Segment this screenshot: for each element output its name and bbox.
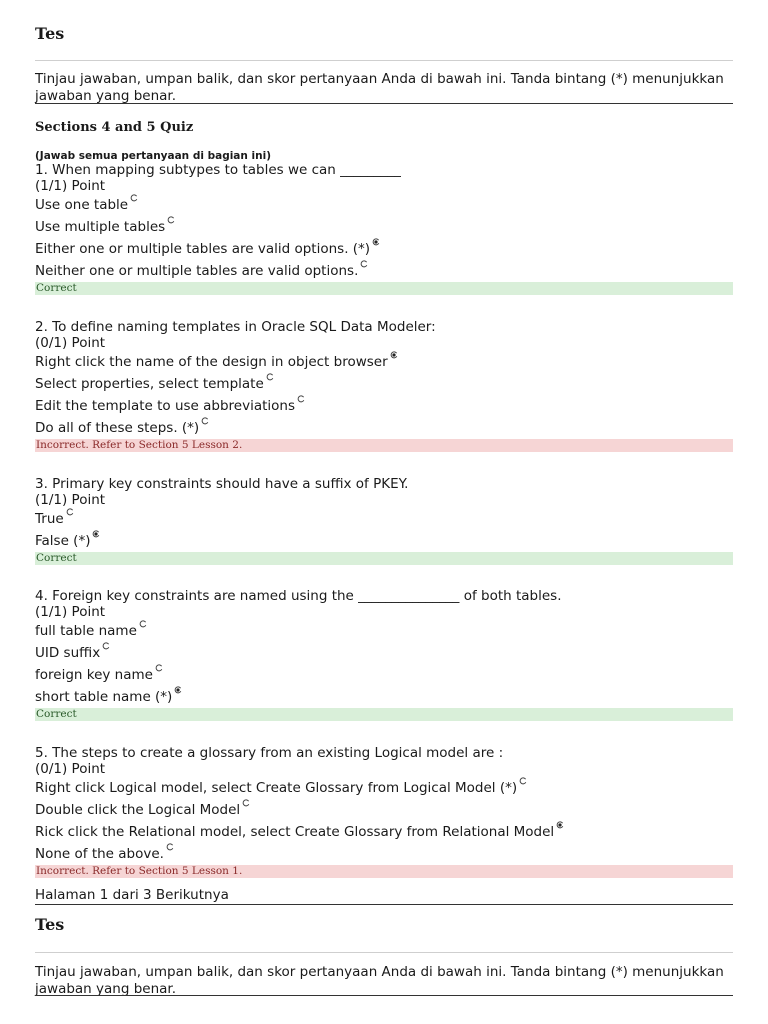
question-3 xyxy=(35,476,733,565)
question-1 xyxy=(35,162,733,295)
answer-option-label: foreign key name xyxy=(35,667,153,683)
answer-option[interactable] xyxy=(35,777,733,799)
question-text: 4. Foreign key constraints are named using the _______________ of both tables. xyxy=(35,588,562,604)
question-2 xyxy=(35,319,733,452)
answer-option[interactable] xyxy=(35,620,733,642)
answer-option[interactable] xyxy=(35,216,733,238)
answer-option-label: Rick click the Relational model, select Create Glossary from Relational Model xyxy=(35,824,555,840)
answer-option-label: Right click the name of the design in object browser xyxy=(35,354,388,370)
question-points: (1/1) Point xyxy=(35,178,106,194)
question-points: (1/1) Point xyxy=(35,492,106,508)
radio-unselected-icon[interactable] xyxy=(166,843,174,851)
answer-option-label: Use one table xyxy=(35,197,129,213)
radio-selected-icon[interactable] xyxy=(372,238,380,246)
radio-unselected-icon[interactable] xyxy=(266,373,274,381)
answer-option[interactable] xyxy=(35,373,733,395)
answer-option[interactable] xyxy=(35,260,733,282)
question-points: (0/1) Point xyxy=(35,335,106,351)
radio-unselected-icon[interactable] xyxy=(102,642,110,650)
answer-option-label: Neither one or multiple tables are valid options. xyxy=(35,263,359,279)
answer-option[interactable] xyxy=(35,530,733,552)
divider xyxy=(35,995,733,996)
radio-unselected-icon[interactable] xyxy=(66,508,74,516)
question-text: 3. Primary key constraints should have a suffix of PKEY. xyxy=(35,476,409,492)
answer-option-label: Right click Logical model, select Create Glossary from Logical Model (*) xyxy=(35,780,518,796)
answer-option-label: Edit the template to use abbreviations xyxy=(35,398,296,414)
answer-option-label: Select properties, select template xyxy=(35,376,264,392)
answer-option[interactable] xyxy=(35,821,733,843)
radio-unselected-icon[interactable] xyxy=(130,194,138,202)
answer-option-label: Do all of these steps. (*) xyxy=(35,420,200,436)
radio-selected-icon[interactable] xyxy=(92,530,100,538)
answer-option-label: None of the above. xyxy=(35,846,164,862)
feedback-correct: Correct xyxy=(35,282,733,295)
radio-selected-icon[interactable] xyxy=(556,821,564,829)
question-text: 2. To define naming templates in Oracle SQL Data Modeler: xyxy=(35,319,436,335)
divider xyxy=(35,904,733,905)
footer-title: Tes xyxy=(35,915,65,934)
radio-unselected-icon[interactable] xyxy=(519,777,527,785)
answer-option[interactable] xyxy=(35,686,733,708)
answer-option-label: short table name (*) xyxy=(35,689,173,705)
page-title: Tes xyxy=(35,24,65,43)
answer-option-label: False (*) xyxy=(35,533,91,549)
answer-option[interactable] xyxy=(35,395,733,417)
radio-selected-icon[interactable] xyxy=(174,686,182,694)
intro-text: Tinjau jawaban, umpan balik, dan skor pertanyaan Anda di bawah ini. Tanda bintang (*) menunjukkan jawaban yang benar. xyxy=(35,71,724,104)
answer-option[interactable] xyxy=(35,508,733,530)
radio-unselected-icon[interactable] xyxy=(201,417,209,425)
divider xyxy=(35,103,733,104)
radio-unselected-icon[interactable] xyxy=(167,216,175,224)
answer-option[interactable] xyxy=(35,799,733,821)
answer-option-label: True xyxy=(35,511,64,527)
answer-option[interactable] xyxy=(35,194,733,216)
footer-intro-text: Tinjau jawaban, umpan balik, dan skor pertanyaan Anda di bawah ini. Tanda bintang (*) menunjukkan jawaban yang benar. xyxy=(35,964,724,997)
question-5 xyxy=(35,745,733,878)
answer-option-label: Double click the Logical Model xyxy=(35,802,241,818)
answer-option-label: Either one or multiple tables are valid options. (*) xyxy=(35,241,371,257)
question-text: 1. When mapping subtypes to tables we can _________ xyxy=(35,162,401,178)
answer-option[interactable] xyxy=(35,417,733,439)
section-title: Sections 4 and 5 Quiz xyxy=(35,120,194,135)
feedback-correct: Correct xyxy=(35,708,733,721)
radio-unselected-icon[interactable] xyxy=(242,799,250,807)
divider xyxy=(35,60,733,61)
answer-option[interactable] xyxy=(35,843,733,865)
radio-unselected-icon[interactable] xyxy=(360,260,368,268)
question-points: (0/1) Point xyxy=(35,761,106,777)
feedback-correct: Correct xyxy=(35,552,733,565)
answer-option[interactable] xyxy=(35,642,733,664)
answer-option-label: full table name xyxy=(35,623,137,639)
answer-option[interactable] xyxy=(35,238,733,260)
feedback-incorrect: Incorrect. Refer to Section 5 Lesson 1. xyxy=(35,865,733,878)
question-4 xyxy=(35,588,733,721)
question-points: (1/1) Point xyxy=(35,604,106,620)
radio-unselected-icon[interactable] xyxy=(139,620,147,628)
answer-option[interactable] xyxy=(35,351,733,373)
question-text: 5. The steps to create a glossary from an existing Logical model are : xyxy=(35,745,504,761)
answer-option-label: Use multiple tables xyxy=(35,219,166,235)
radio-selected-icon[interactable] xyxy=(390,351,398,359)
instruction-text: (Jawab semua pertanyaan di bagian ini) xyxy=(35,150,271,162)
answer-option-label: UID suffix xyxy=(35,645,101,661)
feedback-incorrect: Incorrect. Refer to Section 5 Lesson 2. xyxy=(35,439,733,452)
radio-unselected-icon[interactable] xyxy=(155,664,163,672)
pagination[interactable]: Halaman 1 dari 3 Berikutnya xyxy=(35,887,229,903)
divider xyxy=(35,952,733,953)
answer-option[interactable] xyxy=(35,664,733,686)
radio-unselected-icon[interactable] xyxy=(297,395,305,403)
